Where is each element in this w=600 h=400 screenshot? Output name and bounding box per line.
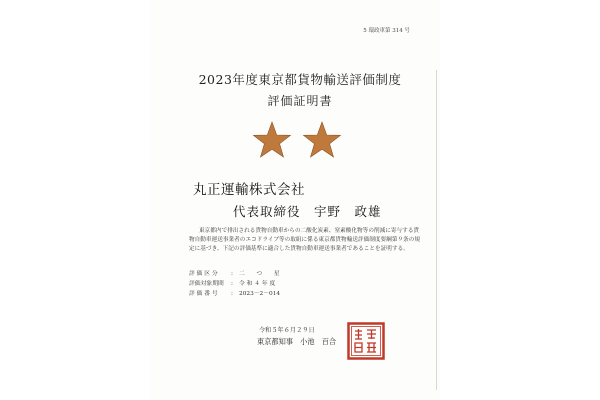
- field-value: 2023－2－014: [239, 291, 281, 297]
- issuer-name: 東京都知事 小池 百合: [257, 337, 337, 346]
- field-colon: :: [231, 291, 233, 297]
- field-label: 評 価 番 号: [189, 291, 218, 297]
- representative-name: 代表取締役 宇野 政雄: [233, 204, 382, 219]
- field-row-category: [189, 269, 280, 279]
- evaluation-fields: [189, 269, 280, 299]
- document-number: 5 環政車第 314 号: [363, 28, 410, 34]
- official-seal-icon: [347, 322, 385, 360]
- field-value: 令 和 ４ 年 度: [239, 281, 276, 287]
- field-row-number: [189, 289, 280, 299]
- field-colon: :: [231, 281, 233, 287]
- certificate-body: 東京都内で排出される貨物自動車からの二酸化炭素、窒素酸化物等の削減に寄与する貨物自動車運送事業者のエコドライブ等の取組に係る東京都貨物輸送評価制度要綱第９条の規定に基づき、下記の評価基準に適合した貨物自動車運送事業者であることを証明する。: [189, 228, 421, 252]
- certificate-subtitle: 評価証明書: [267, 94, 333, 108]
- rating-stars: [252, 120, 342, 160]
- field-row-period: [189, 279, 280, 289]
- issue-date: 令和５年６月２９日: [259, 327, 315, 334]
- star-icon: [252, 120, 292, 160]
- certificate-title: 2023年度東京都貨物輸送評価制度: [198, 72, 402, 87]
- company-name: 丸正運輸株式会社: [193, 182, 305, 198]
- field-label: 評 価 区 分: [189, 271, 218, 277]
- field-colon: :: [231, 271, 233, 277]
- field-label: 評価対象期間: [189, 281, 224, 287]
- field-value: 二 つ 星: [239, 271, 280, 277]
- star-icon: [302, 120, 342, 160]
- page-edge-line: [436, 70, 437, 390]
